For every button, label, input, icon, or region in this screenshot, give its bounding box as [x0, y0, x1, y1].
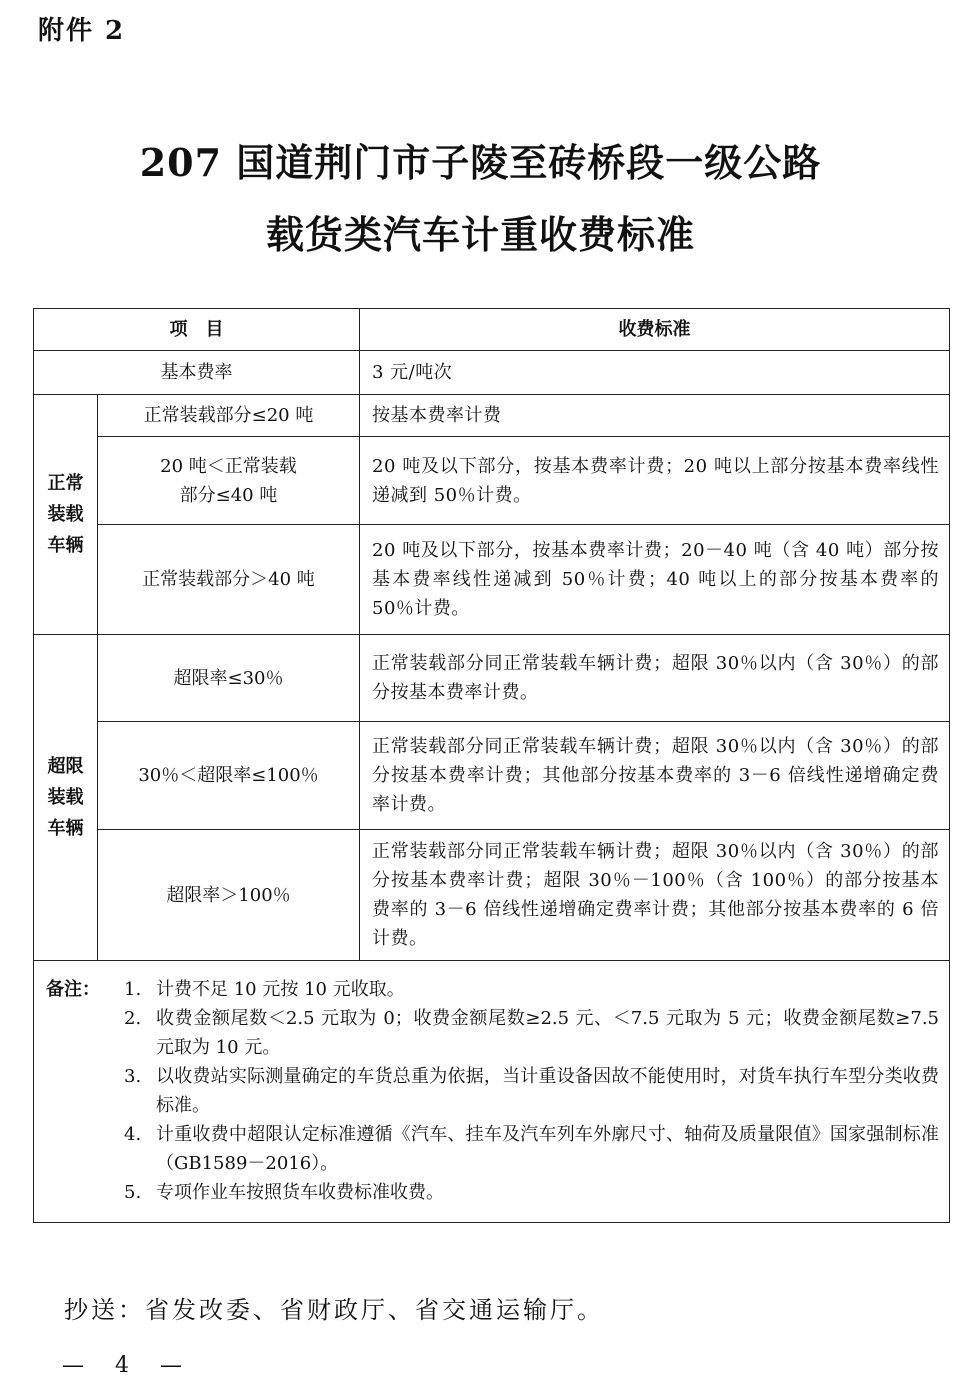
table-row	[34, 525, 950, 635]
note-number: 3.	[124, 1066, 142, 1087]
row-item-text: 20 吨＜正常装载部分≤40 吨	[160, 455, 297, 506]
row-standard: 20 吨及以下部分，按基本费率计费；20－40 吨（含 40 吨）部分按基本费率线性递减到 50％计费；40 吨以上的部分按基本费率的 50％计费。	[360, 525, 950, 635]
group-normal-label	[34, 395, 98, 635]
note-item	[46, 1004, 939, 1062]
attachment-label: 附件 2	[38, 16, 126, 46]
title-line-1: 207 国道荆门市子陵至砖桥段一级公路	[139, 140, 822, 185]
note-number: 4.	[124, 1124, 142, 1145]
fee-standard-table	[33, 308, 950, 1223]
table-row	[34, 722, 950, 830]
note-item	[46, 1178, 939, 1207]
group-normal-text: 正常装载车辆	[47, 473, 84, 556]
note-item	[46, 975, 939, 1004]
note-text: 专项作业车按照货车收费标准收费。	[156, 1182, 444, 1203]
row-item: 超限率＞100％	[98, 830, 360, 961]
row-standard: 正常装载部分同正常装载车辆计费；超限 30％以内（含 30％）的部分按基本费率计费；其他部分按基本费率的 3－6 倍线性递增确定费率计费。	[360, 722, 950, 830]
table-row	[34, 437, 950, 525]
row-item: 超限率≤30％	[98, 635, 360, 722]
basic-rate-label: 基本费率	[34, 351, 360, 395]
table-row	[34, 351, 950, 395]
header-standard: 收费标准	[360, 309, 950, 351]
title-line-2: 载货类汽车计重收费标准	[265, 212, 695, 257]
note-text: 计费不足 10 元按 10 元收取。	[156, 979, 405, 1000]
note-item	[46, 1062, 939, 1120]
row-standard: 20 吨及以下部分，按基本费率计费；20 吨以上部分按基本费率线性递减到 50％计费。	[360, 437, 950, 525]
note-text: 收费金额尾数＜2.5 元取为 0；收费金额尾数≥2.5 元、＜7.5 元取为 5 元；收费金额尾数≥7.5 元取为 10 元。	[156, 1008, 939, 1058]
row-standard: 正常装载部分同正常装载车辆计费；超限 30％以内（含 30％）的部分按基本费率计费。	[360, 635, 950, 722]
row-standard: 正常装载部分同正常装载车辆计费；超限 30％以内（含 30％）的部分按基本费率计费；超限 30％－100％（含 100％）的部分按基本费率的 3－6 倍线性递增确定费率计费；其他部分按基本费率的 6 倍计费。	[360, 830, 950, 961]
page-number: — 4 —	[62, 1353, 194, 1378]
group-over-text: 超限装载车辆	[47, 756, 84, 839]
note-number: 2.	[124, 1008, 142, 1029]
note-number: 5.	[124, 1182, 142, 1203]
row-item: 正常装载部分≤20 吨	[98, 395, 360, 437]
notes-row	[34, 961, 950, 1223]
table-row	[34, 635, 950, 722]
row-standard: 按基本费率计费	[360, 395, 950, 437]
group-over-label	[34, 635, 98, 961]
notes-cell	[34, 961, 950, 1223]
row-item: 30％＜超限率≤100％	[98, 722, 360, 830]
table-row	[34, 830, 950, 961]
cc-line: 抄送：省发改委、省财政厅、省交通运输厅。	[64, 1296, 604, 1324]
note-number: 1.	[124, 979, 142, 1000]
row-item: 正常装载部分＞40 吨	[98, 525, 360, 635]
note-text: 计重收费中超限认定标准遵循《汽车、挂车及汽车列车外廓尺寸、轴荷及质量限值》国家强制标准（GB1589－2016）。	[156, 1124, 939, 1174]
note-item	[46, 1120, 939, 1178]
header-item: 项 目	[34, 309, 360, 351]
table-row	[34, 395, 950, 437]
note-text: 以收费站实际测量确定的车货总重为依据，当计重设备因故不能使用时，对货车执行车型分类收费标准。	[156, 1066, 939, 1116]
table-header-row	[34, 309, 950, 351]
notes-lead: 备注：	[46, 979, 100, 1000]
basic-rate-value: 3 元/吨次	[360, 351, 950, 395]
row-item	[98, 437, 360, 525]
